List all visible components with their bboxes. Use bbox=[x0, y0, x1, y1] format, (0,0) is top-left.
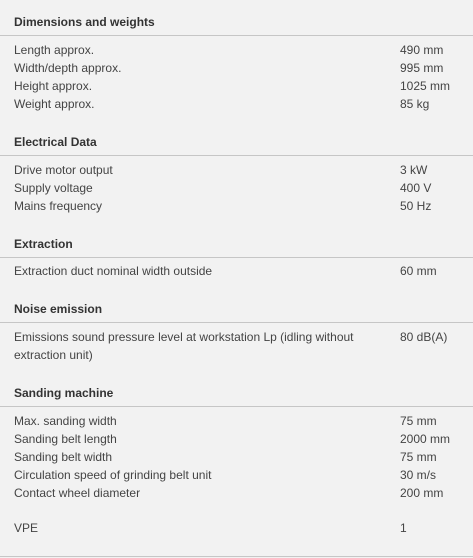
spec-value: 200 mm bbox=[400, 486, 444, 500]
spec-label: Drive motor output bbox=[14, 163, 113, 177]
section-header-electrical bbox=[0, 120, 473, 156]
spec-value: 3 kW bbox=[400, 163, 428, 177]
spec-value: 2000 mm bbox=[400, 432, 451, 446]
spec-label: Contact wheel diameter bbox=[14, 486, 141, 500]
spec-label: Supply voltage bbox=[14, 181, 93, 195]
spec-label: Sanding belt width bbox=[14, 450, 113, 464]
section-header-sanding bbox=[0, 371, 473, 407]
spec-label: Height approx. bbox=[14, 79, 93, 93]
section-header-dimensions bbox=[0, 0, 473, 36]
spec-value: 400 V bbox=[400, 181, 432, 195]
spec-value: 490 mm bbox=[400, 43, 444, 57]
spec-value: 995 mm bbox=[400, 61, 444, 75]
spec-label: Sanding belt length bbox=[14, 432, 117, 446]
spec-value: 50 Hz bbox=[400, 199, 432, 213]
vpe-value: 1 bbox=[400, 521, 407, 535]
section-title: Electrical Data bbox=[14, 135, 97, 149]
spec-value: 1025 mm bbox=[400, 79, 451, 93]
vpe-label: VPE bbox=[14, 521, 39, 535]
spec-value: 85 kg bbox=[400, 97, 430, 111]
spec-label: Width/depth approx. bbox=[14, 61, 122, 75]
spec-value: 75 mm bbox=[400, 414, 437, 428]
spec-label: Emissions sound pressure level at workstation Lp (idling without extraction unit) bbox=[14, 330, 354, 362]
spec-value: 80 dB(A) bbox=[400, 330, 448, 344]
section-header-extraction bbox=[0, 222, 473, 258]
spec-label: Extraction duct nominal width outside bbox=[14, 264, 213, 278]
spec-value: 30 m/s bbox=[400, 468, 437, 482]
section-header-noise bbox=[0, 287, 473, 323]
section-title: Sanding machine bbox=[14, 386, 114, 400]
divider bbox=[0, 556, 473, 557]
spec-value: 75 mm bbox=[400, 450, 437, 464]
spec-label: Max. sanding width bbox=[14, 414, 117, 428]
section-title: Extraction bbox=[14, 237, 73, 251]
spec-label: Weight approx. bbox=[14, 97, 95, 111]
spec-value: 60 mm bbox=[400, 264, 437, 278]
spec-label: Length approx. bbox=[14, 43, 95, 57]
section-title: Noise emission bbox=[14, 302, 103, 316]
spec-label: Circulation speed of grinding belt unit bbox=[14, 468, 212, 482]
spec-label: Mains frequency bbox=[14, 199, 103, 213]
section-title: Dimensions and weights bbox=[14, 15, 155, 29]
